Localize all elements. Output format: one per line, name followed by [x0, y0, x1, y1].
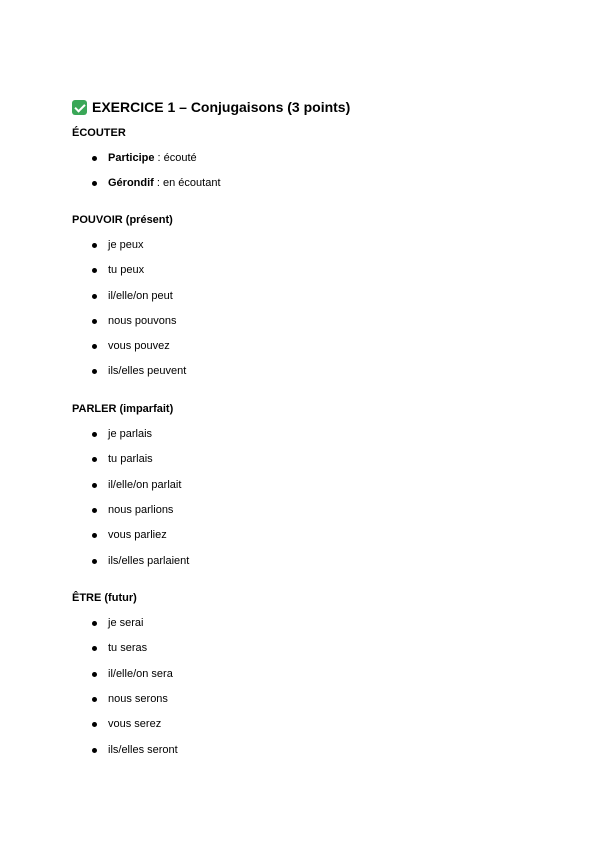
- check-mark-icon: [72, 100, 87, 115]
- bullet-icon: [92, 457, 97, 462]
- item-text: il/elle/on parlait: [108, 479, 182, 491]
- list-item: [108, 314, 177, 328]
- list-item: [108, 176, 221, 190]
- list-item: [108, 263, 144, 277]
- section-heading-parler: PARLER (imparfait): [72, 403, 174, 415]
- section-heading-pouvoir: POUVOIR (présent): [72, 214, 173, 226]
- item-text: tu peux: [108, 264, 145, 276]
- bullet-icon: [92, 722, 97, 727]
- item-text: ils/elles seront: [108, 744, 178, 756]
- bullet-icon: [92, 344, 97, 349]
- list-item: [108, 151, 197, 165]
- bullet-icon: [92, 483, 97, 488]
- item-text: ils/elles parlaient: [108, 555, 190, 567]
- list-item: [108, 692, 168, 706]
- item-text: ils/elles peuvent: [108, 365, 187, 377]
- bullet-icon: [92, 156, 97, 161]
- item-separator: :: [153, 177, 164, 189]
- item-label: Participe: [108, 152, 155, 164]
- item-text: nous parlions: [108, 504, 174, 516]
- bullet-icon: [92, 748, 97, 753]
- section-heading-etre: ÊTRE (futur): [72, 592, 137, 604]
- list-item: [108, 743, 178, 757]
- bullet-icon: [92, 697, 97, 702]
- item-value: écouté: [163, 152, 197, 164]
- bullet-icon: [92, 533, 97, 538]
- bullet-icon: [92, 181, 97, 186]
- exercise-title-text: EXERCICE 1 – Conjugaisons (3 points): [92, 99, 351, 115]
- item-text: vous pouvez: [108, 340, 170, 352]
- list-item: [108, 503, 173, 517]
- item-text: je serai: [108, 617, 144, 629]
- item-text: je peux: [108, 239, 144, 251]
- list-item: [108, 667, 173, 681]
- bullet-icon: [92, 621, 97, 626]
- list-item: [108, 717, 161, 731]
- bullet-icon: [92, 369, 97, 374]
- bullet-icon: [92, 559, 97, 564]
- list-item: [108, 238, 143, 252]
- bullet-icon: [92, 268, 97, 273]
- bullet-icon: [92, 646, 97, 651]
- list-item: [108, 364, 186, 378]
- list-item: [108, 289, 173, 303]
- list-item: [108, 641, 147, 655]
- item-text: il/elle/on sera: [108, 668, 173, 680]
- bullet-icon: [92, 672, 97, 677]
- bullet-icon: [92, 243, 97, 248]
- item-label: Gérondif: [108, 177, 154, 189]
- item-text: vous serez: [108, 718, 162, 730]
- bullet-icon: [92, 508, 97, 513]
- exercise-title: [72, 98, 350, 116]
- item-text: nous pouvons: [108, 315, 177, 327]
- list-item: [108, 616, 143, 630]
- bullet-icon: [92, 294, 97, 299]
- item-text: tu seras: [108, 642, 148, 654]
- list-item: [108, 452, 153, 466]
- item-value: en écoutant: [163, 177, 221, 189]
- list-item: [108, 427, 152, 441]
- list-item: [108, 339, 170, 353]
- item-text: il/elle/on peut: [108, 290, 173, 302]
- bullet-icon: [92, 432, 97, 437]
- list-item: [108, 478, 181, 492]
- item-text: vous parliez: [108, 529, 167, 541]
- bullet-icon: [92, 319, 97, 324]
- item-text: je parlais: [108, 428, 153, 440]
- list-item: [108, 554, 189, 568]
- list-item: [108, 528, 167, 542]
- item-text: tu parlais: [108, 453, 153, 465]
- item-text: nous serons: [108, 693, 168, 705]
- item-separator: :: [154, 152, 164, 164]
- section-heading-ecouter: ÉCOUTER: [72, 127, 126, 139]
